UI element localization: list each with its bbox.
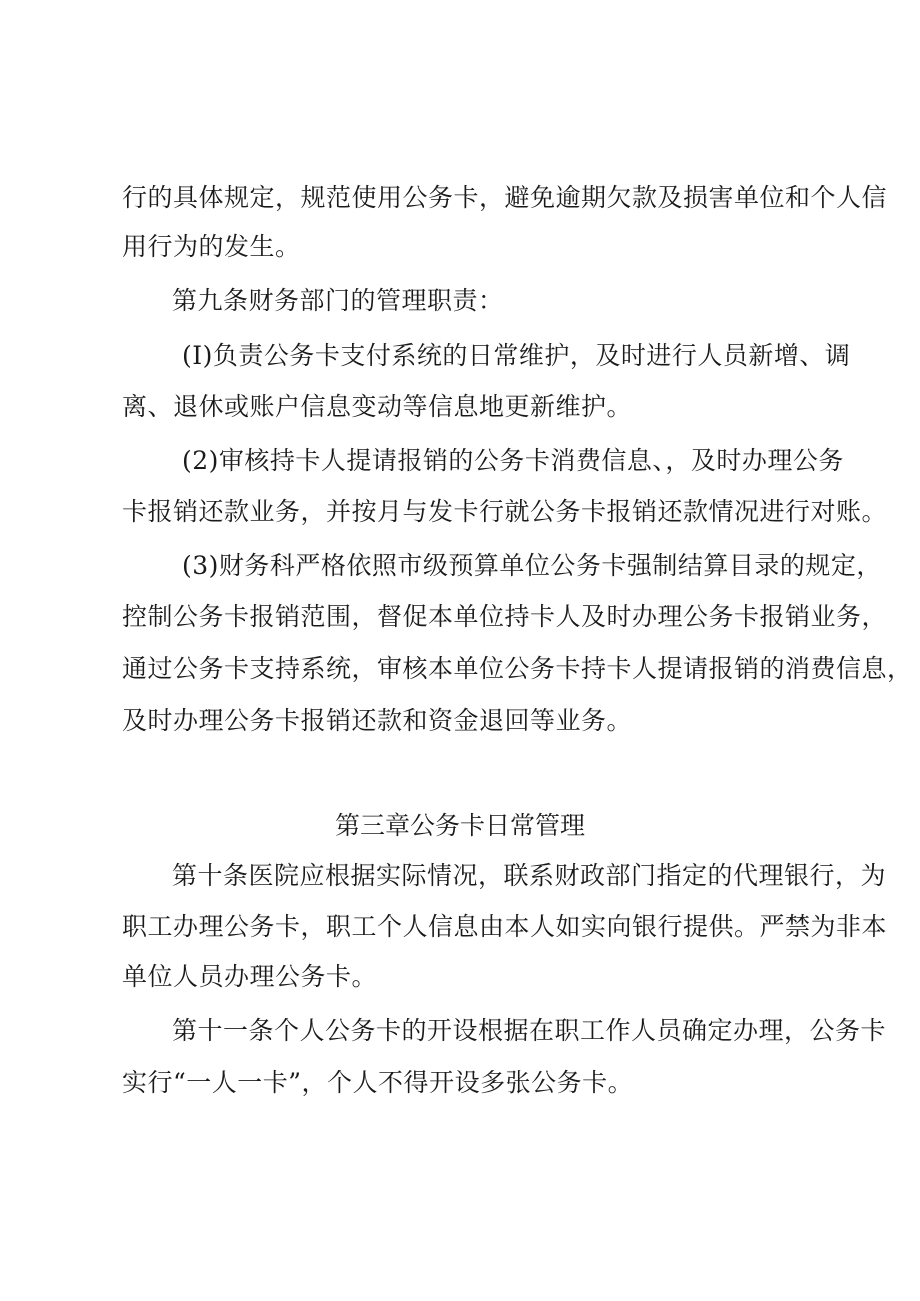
paragraph-line: (3)财务科严格依照市级预算单位公务卡强制结算目录的规定， (182, 551, 882, 580)
paragraph-line: 行的具体规定，规范使用公务卡，避免逾期欠款及损害单位和个人信 (122, 183, 888, 212)
paragraph-line: 用行为的发生。 (122, 232, 301, 261)
chapter-title: 第三章公务卡日常管理 (334, 811, 585, 840)
paragraph-line: 第十一条个人公务卡的开设根据在职工作人员确定办理，公务卡 (172, 1016, 887, 1045)
paragraph-line: 实行“一人一卡”，个人不得开设多张公务卡。 (122, 1068, 634, 1097)
paragraph-line: 单位人员办理公务卡。 (122, 962, 378, 991)
paragraph-line: 卡报销还款业务，并按月与发卡行就公务卡报销还款情况进行对账。 (122, 497, 888, 526)
paragraph-line: 职工办理公务卡，职工个人信息由本人如实向银行提供。严禁为非本 (122, 912, 888, 941)
paragraph-line: 及时办理公务卡报销还款和资金退回等业务。 (122, 706, 633, 735)
paragraph-line: 控制公务卡报销范围，督促本单位持卡人及时办理公务卡报销业务， (122, 602, 888, 631)
paragraph-line: 通过公务卡支持系统，审核本单位公务卡持卡人提请报销的消费信息， (122, 654, 913, 683)
paragraph-line: 第十条医院应根据实际情况，联系财政部门指定的代理银行，为 (172, 861, 887, 890)
paragraph-line: (I)负责公务卡支付系统的日常维护，及时进行人员新增、调 (182, 341, 851, 370)
paragraph-line: (2)审核持卡人提请报销的公务卡消费信息、，及时办理公务 (182, 446, 844, 475)
article-9-heading: 第九条财务部门的管理职责： (172, 286, 504, 315)
paragraph-line: 离、退休或账户信息变动等信息地更新维护。 (122, 392, 633, 421)
